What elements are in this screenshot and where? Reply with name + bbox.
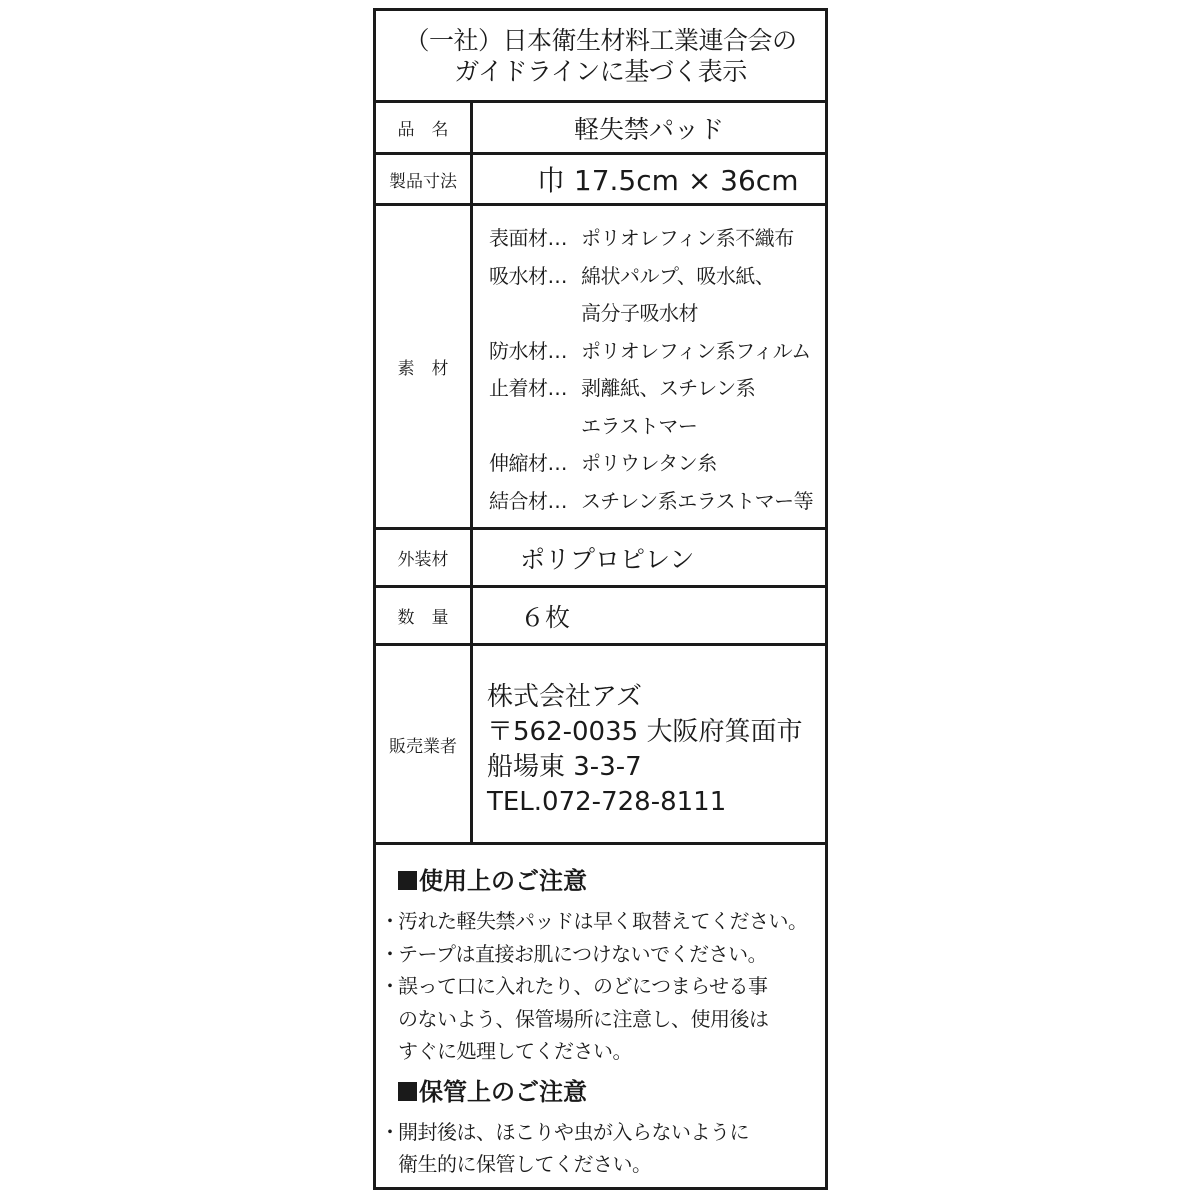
seller-address: 〒562-0035 大阪府箕面市 — [487, 717, 803, 747]
material-key: 結合材… — [489, 488, 567, 513]
materials-label: 素 材 — [376, 206, 473, 527]
product-name-label: 品 名 — [376, 103, 473, 152]
material-value: ポリウレタン糸 — [581, 451, 717, 475]
header-line-2: ガイドラインに基づく表示 — [454, 56, 747, 86]
bullet-icon: ・ — [380, 1119, 400, 1144]
black-square-icon — [398, 1082, 417, 1101]
material-item — [489, 220, 825, 258]
product-name-value: 軽失禁パッド — [573, 114, 724, 144]
usage-note-continued: すぐに処理してください。 — [398, 1039, 632, 1063]
material-item-continued — [489, 408, 825, 446]
material-item — [489, 445, 825, 483]
packaging-label: 外装材 — [376, 530, 473, 585]
row-product-name — [376, 103, 825, 155]
bullet-icon: ・ — [380, 974, 400, 998]
row-product-size — [376, 155, 825, 206]
material-value: ポリオレフィン系不織布 — [581, 226, 794, 250]
materials-list — [473, 206, 825, 527]
label-header — [376, 11, 825, 103]
material-item-continued — [489, 295, 825, 333]
usage-note: ・誤って口に入れたり、のどにつまらせる事 — [376, 970, 825, 1003]
packaging-value: ポリプロピレン — [520, 544, 695, 574]
row-seller — [376, 646, 825, 845]
storage-note-continued: 衛生的に保管してください。 — [398, 1152, 652, 1176]
product-size-value: 巾 17.5cm × 36cm — [537, 164, 799, 197]
material-value: ポリオレフィン系フィルム — [581, 338, 811, 363]
seller-phone: TEL.072-728-8111 — [487, 787, 727, 817]
product-label-table — [373, 8, 828, 1190]
seller-label: 販売業者 — [376, 646, 473, 842]
material-value: スチレン系エラストマー等 — [581, 488, 814, 513]
usage-notes-heading: 使用上のご注意 — [398, 863, 825, 899]
storage-notes-heading: 保管上のご注意 — [398, 1074, 825, 1110]
material-key: 伸縮材… — [489, 451, 567, 475]
usage-note-continued: のないよう、保管場所に注意し、使用後は — [398, 1006, 769, 1031]
material-key: 表面材… — [489, 226, 567, 250]
storage-note: ・開封後は、ほこりや虫が入らないように — [376, 1116, 825, 1149]
material-value: 剥離紙、スチレン系 — [581, 376, 756, 400]
quantity-value: ６枚 — [520, 602, 571, 632]
header-line-1: （一社）日本衛生材料工業連合会の — [404, 25, 797, 55]
material-key: 防水材… — [489, 338, 567, 363]
material-value: 高分子吸水材 — [581, 301, 698, 325]
row-packaging — [376, 530, 825, 588]
row-materials — [376, 206, 825, 530]
seller-company: 株式会社アズ — [487, 682, 642, 712]
material-value: エラストマー — [581, 413, 698, 438]
bullet-icon: ・ — [380, 941, 400, 966]
seller-info — [473, 646, 825, 842]
notes-section — [376, 845, 825, 1181]
material-key: 吸水材… — [489, 263, 567, 288]
bullet-icon: ・ — [380, 909, 400, 933]
material-value: 綿状パルプ、吸水紙、 — [581, 263, 775, 288]
black-square-icon — [398, 871, 417, 890]
material-item — [489, 258, 825, 296]
material-item — [489, 333, 825, 371]
product-size-label: 製品寸法 — [376, 155, 473, 203]
material-item — [489, 370, 825, 408]
usage-note: ・汚れた軽失禁パッドは早く取替えてください。 — [376, 905, 825, 938]
row-quantity — [376, 588, 825, 646]
material-key: 止着材… — [489, 376, 567, 400]
usage-note: ・テープは直接お肌につけないでください。 — [376, 938, 825, 971]
quantity-label: 数 量 — [376, 588, 473, 643]
material-item — [489, 483, 825, 521]
seller-address-2: 船場東 3-3-7 — [487, 752, 642, 782]
